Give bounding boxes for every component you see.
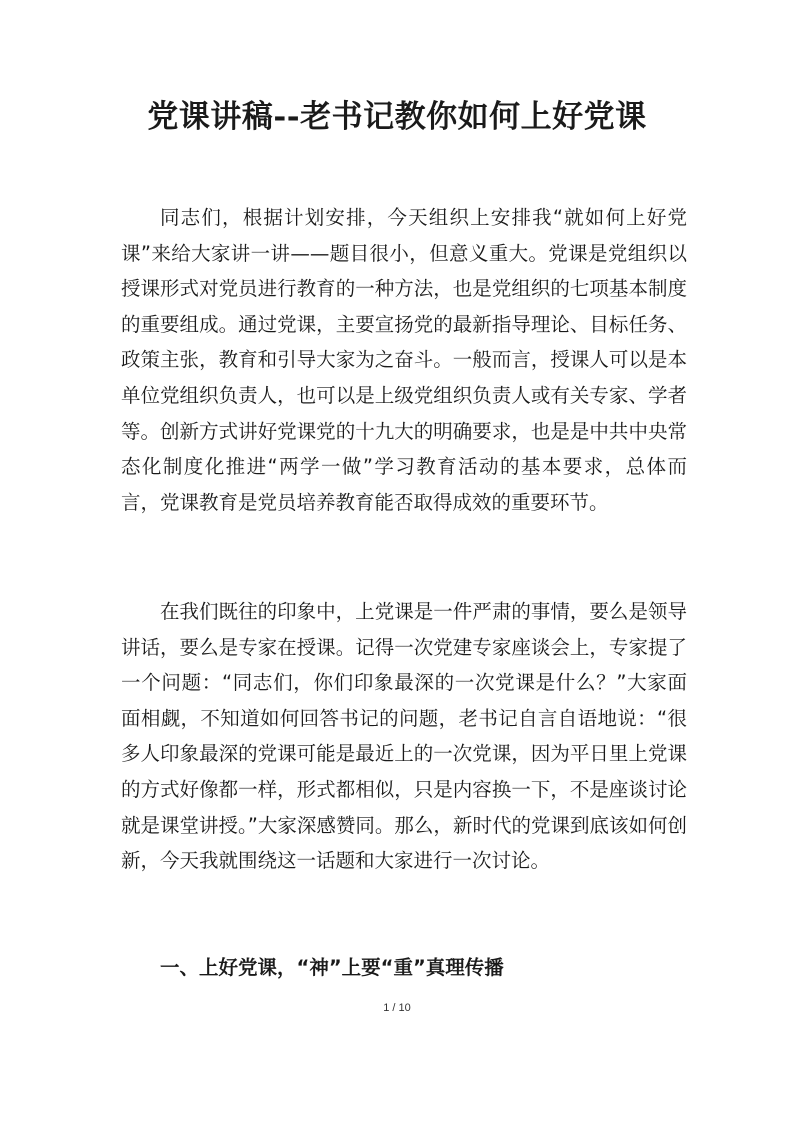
page-number: 1 / 10 — [383, 1002, 411, 1014]
document-title: 党课讲稿--老书记教你如何上好党课 — [147, 99, 647, 135]
section-heading-1: 一、上好党课，“神”上要“重”真理传播 — [160, 956, 504, 979]
body-paragraph-1: 同志们，根据计划安排，今天组织上安排我“就如何上好党课”来给大家讲一讲——题目很小，但意义重大。党课是党组织以授课形式对党员进行教育的一种方法，也是党组织的七项基本制度的重要组成。通过党课，主要宣扬党的最新指导理论、目标任务、政策主张，教育和引导大家为之奋斗。一般而言，授课人可以是本单位党组织负责人，也可以是上级党组织负责人或有关专家、学者等。创新方式讲好党课党的十九大的明确要求，也是是中共中央常态化制度化推进“两学一做”学习教育活动的基本要求，总体而言，党课教育是党员培养教育能否取得成效的重要环节。 — [121, 206, 687, 514]
body-paragraph-2: 在我们既往的印象中，上党课是一件严肃的事情，要么是领导讲话，要么是专家在授课。记得一次党建专家座谈会上，专家提了一个问题：“同志们，你们印象最深的一次党课是什么？”大家面面相觑，不知道如何回答书记的问题，老书记自言自语地说：“很多人印象最深的党课可能是最近上的一次党课，因为平日里上党课的方式好像都一样，形式都相似，只是内容换一下，不是座谈讨论就是课堂讲授。”大家深感赞同。那么，新时代的党课到底该如何创新，今天我就围绕这一话题和大家进行一次讨论。 — [121, 600, 687, 873]
